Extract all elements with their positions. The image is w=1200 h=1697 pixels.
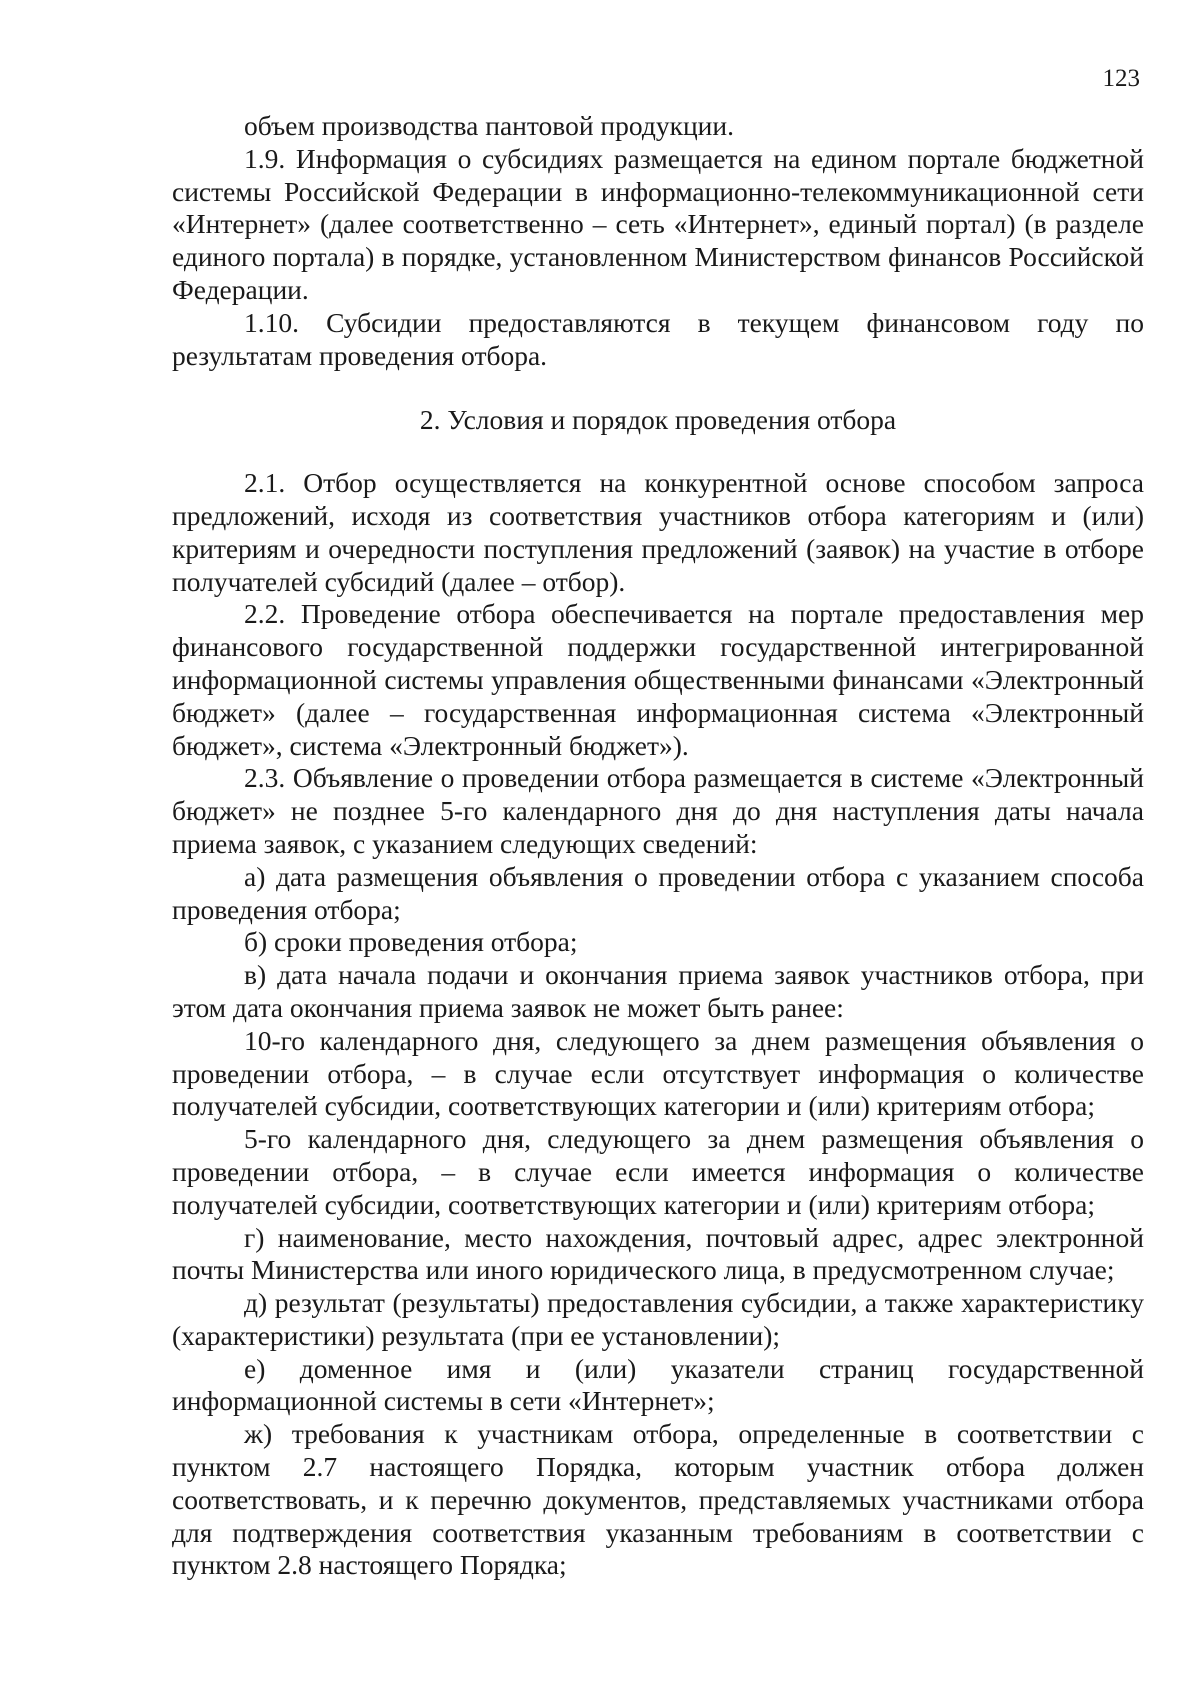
- list-item-d: д) результат (результаты) предоставления субсидии, а также характеристику (характеристики) результата (при ее установлении);: [172, 1287, 1144, 1351]
- list-item-zh: ж) требования к участникам отбора, определенные в соответствии с пунктом 2.7 настоящего Порядка, которым участник отбора должен соответствовать, и к перечню документов, представляемых участниками отбора для подтверждения соответствия указанным требованиям в соответствии с пунктом 2.8 настоящего Порядка;: [172, 1418, 1144, 1581]
- list-item-v-sub-1: 10-го календарного дня, следующего за днем размещения объявления о проведении отбора, – в случае если отсутствует информация о количестве получателей субсидии, соответствующих категории и (или) критериям отбора;: [172, 1024, 1144, 1122]
- list-item-e: е) доменное имя и (или) указатели страниц государственной информационной системы в сети «Интернет»;: [172, 1352, 1144, 1417]
- page-number: 123: [1102, 65, 1140, 92]
- paragraph-1-10: 1.10. Субсидии предоставляются в текущем финансовом году по результатам проведения отбора.: [172, 306, 1144, 371]
- paragraph-2-1: 2.1. Отбор осуществляется на конкурентной основе способом запроса предложений, исходя из соответствия участников отбора категориям и (или) критериям и очередности поступления предложений (заявок) на участие в отборе получателей субсидий (далее – отбор).: [172, 467, 1144, 597]
- list-item-b: б) сроки проведения отбора;: [244, 926, 578, 958]
- list-item-a: а) дата размещения объявления о проведении отбора с указанием способа проведения отбора;: [172, 860, 1144, 925]
- paragraph-1-9: 1.9. Информация о субсидиях размещается на едином портале бюджетной системы Российской Федерации в информационно-телекоммуникационной сети «Интернет» (далее соответственно – сеть «Интернет», единый портал) (в разделе единого портала) в порядке, установленном Министерством финансов Российской Федерации.: [172, 142, 1144, 305]
- list-item-v-sub-2: 5-го календарного дня, следующего за днем размещения объявления о проведении отбора, – в случае если имеется информация о количестве получателей субсидии, соответствующих категории и (или) критериям отбора;: [172, 1123, 1144, 1220]
- list-item-v: в) дата начала подачи и окончания приема заявок участников отбора, при этом дата окончания приема заявок не может быть ранее:: [172, 959, 1144, 1023]
- paragraph-continuation: объем производства пантовой продукции.: [244, 110, 734, 141]
- section-heading: 2. Условия и порядок проведения отбора: [419, 404, 897, 436]
- list-item-g: г) наименование, место нахождения, почтовый адрес, адрес электронной почты Министерства или иного юридического лица, в предусмотренном случае;: [172, 1221, 1144, 1286]
- paragraph-2-2: 2.2. Проведение отбора обеспечивается на портале предоставления мер финансового государственной поддержки государственной интегрированной информационной системы управления общественными финансами «Электронный бюджет» (далее – государственная информационная система «Электронный бюджет», система «Электронный бюджет»).: [172, 598, 1144, 761]
- document-body: [172, 110, 1144, 1582]
- paragraph-2-3: 2.3. Объявление о проведении отбора размещается в системе «Электронный бюджет» не позднее 5-го календарного дня до дня наступления даты начала приема заявок, с указанием следующих сведений:: [172, 762, 1144, 859]
